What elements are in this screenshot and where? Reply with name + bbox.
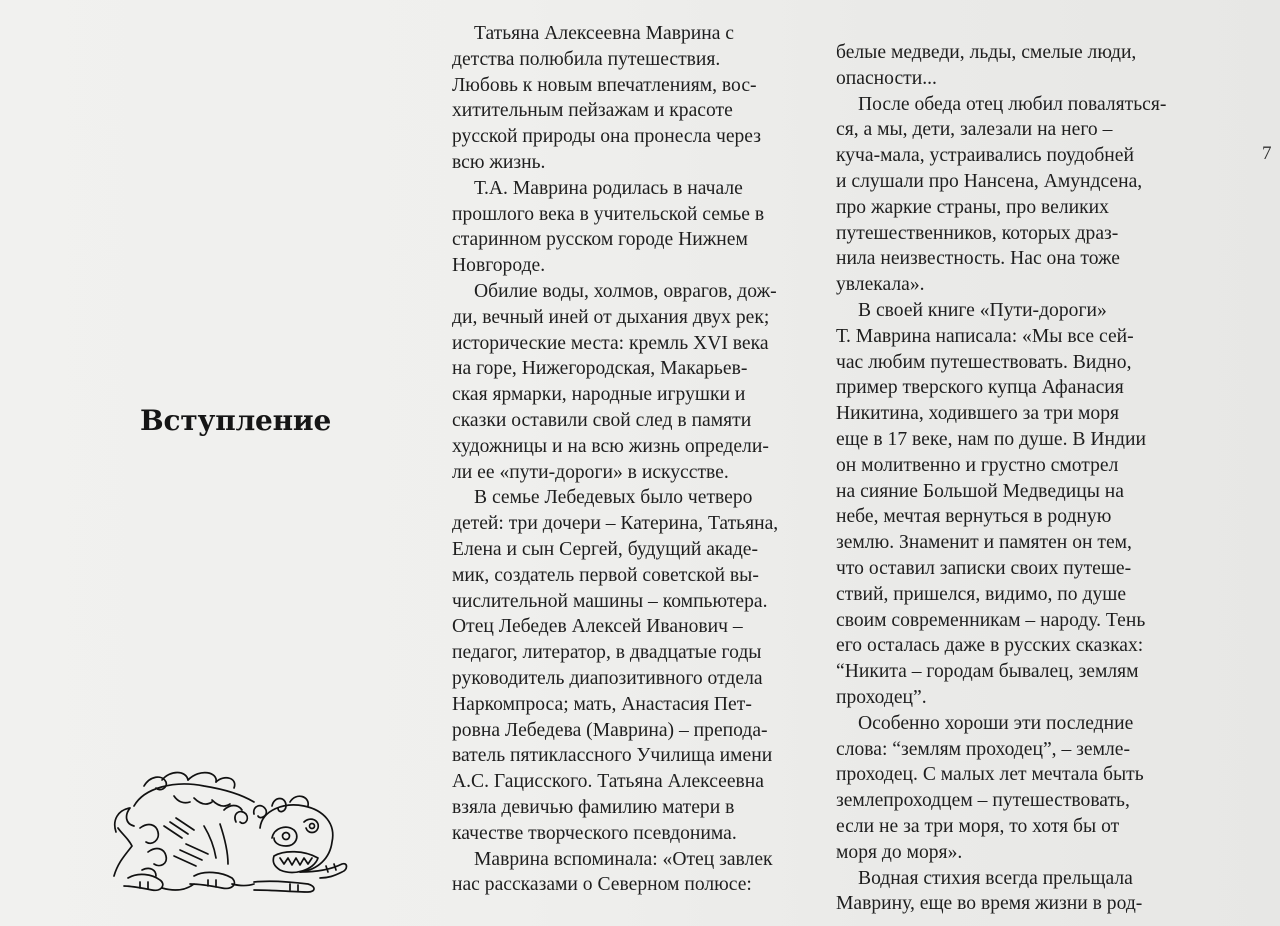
column-right-line: “Никита – городам бывалец, землям: [836, 661, 1139, 683]
column-left-line: Отец Лебедев Алексей Иванович –: [452, 616, 743, 638]
column-left-line: ровна Лебедева (Маврина) – препода-: [452, 719, 768, 741]
column-left-line: старинном русском городе Нижнем: [452, 229, 748, 251]
column-right-line: час любим путешествовать. Видно,: [836, 351, 1132, 373]
column-right-line: его осталась даже в русских сказках:: [836, 635, 1144, 657]
text-column-right: [836, 40, 1186, 917]
column-left-line: русской природы она пронесла через: [452, 126, 761, 148]
column-left-line: Обилие воды, холмов, оврагов, дож-: [474, 280, 777, 302]
column-left-line: ватель пятиклассного Училища имени: [452, 745, 773, 767]
column-left-line: числительной машины – компьютера.: [452, 590, 768, 612]
column-right-line: землепроходцем – путешествовать,: [836, 790, 1130, 812]
column-right-line: опасности...: [836, 67, 937, 89]
column-right-line: Особенно хороши эти последние: [858, 712, 1134, 734]
column-left-line: Татьяна Алексеевна Маврина с: [474, 23, 735, 44]
column-left-line: на горе, Нижегородская, Макарьев-: [452, 358, 748, 380]
column-right-line: небе, мечтая вернуться в родную: [836, 506, 1112, 528]
column-left-line: руководитель диапозитивного отдела: [452, 667, 763, 689]
column-right-line: В своей книге «Пути-дороги»: [858, 299, 1107, 321]
column-left-line: исторические места: кремль XVI века: [452, 332, 769, 354]
column-right-line: что оставил записки своих путеше-: [836, 557, 1132, 579]
column-left-line: Т.А. Маврина родилась в начале: [474, 177, 743, 199]
column-right-line: проходец”.: [836, 686, 927, 708]
column-right-line: слова: “землям проходец”, – земле-: [836, 738, 1130, 760]
column-left-line: Маврина вспоминала: «Отец завлек: [474, 848, 773, 870]
column-left-line: А.С. Гацисского. Татьяна Алексеевна: [452, 771, 764, 793]
column-right-line: После обеда отец любил поваляться-: [858, 93, 1167, 115]
column-left-line: ли ее «пути-дороги» в искусстве.: [452, 461, 729, 483]
column-left-line: ская ярмарки, народные игрушки и: [452, 384, 746, 406]
column-left-line: сказки оставили свой след в памяти: [452, 409, 752, 431]
column-right-line: ствий, пришелся, видимо, по душе: [836, 583, 1127, 605]
column-right-line: куча-мала, устраивались поудобней: [836, 145, 1134, 167]
column-right-line: Маврину, еще во время жизни в род-: [836, 893, 1143, 915]
column-right-line: проходец. С малых лет мечтала быть: [836, 764, 1144, 786]
column-right-line: землю. Знаменит и памятен он тем,: [836, 532, 1132, 554]
column-left-line: взяла девичью фамилию матери в: [452, 796, 735, 818]
column-left-line: прошлого века в учительской семье в: [452, 203, 765, 225]
column-left-line: детей: три дочери – Катерина, Татьяна,: [452, 513, 779, 535]
column-left-line: Новгороде.: [452, 255, 546, 277]
column-left-line: всю жизнь.: [452, 151, 546, 173]
column-right-line: своим современникам – народу. Тень: [836, 609, 1146, 631]
page-number: 7: [1262, 143, 1272, 164]
column-right-line: ся, а мы, дети, залезали на него –: [836, 119, 1113, 141]
column-left-line: Елена и сын Сергей, будущий акаде-: [452, 538, 759, 560]
column-right-line: и слушали про Нансена, Амундсена,: [836, 170, 1143, 192]
column-left-line: ди, вечный иней от дыхания двух рек;: [452, 306, 770, 328]
column-left-line: хитительным пейзажам и красоте: [452, 100, 733, 122]
column-right-line: на сияние Большой Медведицы на: [836, 480, 1124, 502]
column-right-line: моря до моря».: [836, 841, 963, 863]
column-right-line: белые медведи, льды, смелые люди,: [836, 42, 1137, 63]
column-left-line: детства полюбила путешествия.: [452, 48, 721, 70]
column-right-line: если не за три моря, то хотя бы от: [836, 815, 1120, 837]
folk-lion-ornament-icon: [104, 766, 350, 898]
column-right-line: путешественников, которых драз-: [836, 222, 1119, 244]
column-left-line: нас рассказами о Северном полюсе:: [452, 874, 752, 896]
column-right-line: увлекала».: [836, 274, 925, 296]
column-right-line: нила неизвестность. Нас она тоже: [836, 248, 1121, 270]
column-right-line: Водная стихия всегда прельщала: [858, 867, 1133, 889]
column-left-line: качестве творческого псевдонима.: [452, 822, 737, 844]
column-right-line: про жаркие страны, про великих: [836, 196, 1109, 218]
column-right-line: Т. Маврина написала: «Мы все сей-: [836, 325, 1134, 347]
text-column-left: [452, 21, 802, 898]
column-right-line: пример тверского купца Афанасия: [836, 377, 1124, 399]
column-right-line: Никитина, ходившего за три моря: [836, 403, 1120, 425]
column-right-line: он молитвенно и грустно смотрел: [836, 454, 1119, 476]
column-left-line: Наркомпроса; мать, Анастасия Пет-: [452, 693, 752, 715]
page-title: Вступление: [140, 404, 332, 437]
column-left-line: Любовь к новым впечатлениям, вос-: [452, 74, 757, 96]
column-left-line: педагог, литератор, в двадцатые годы: [452, 642, 762, 664]
column-left-line: мик, создатель первой советской вы-: [452, 564, 759, 586]
column-left-line: художницы и на всю жизнь определи-: [452, 435, 769, 457]
column-right-line: еще в 17 веке, нам по душе. В Индии: [836, 428, 1146, 450]
column-left-line: В семье Лебедевых было четверо: [474, 487, 753, 509]
